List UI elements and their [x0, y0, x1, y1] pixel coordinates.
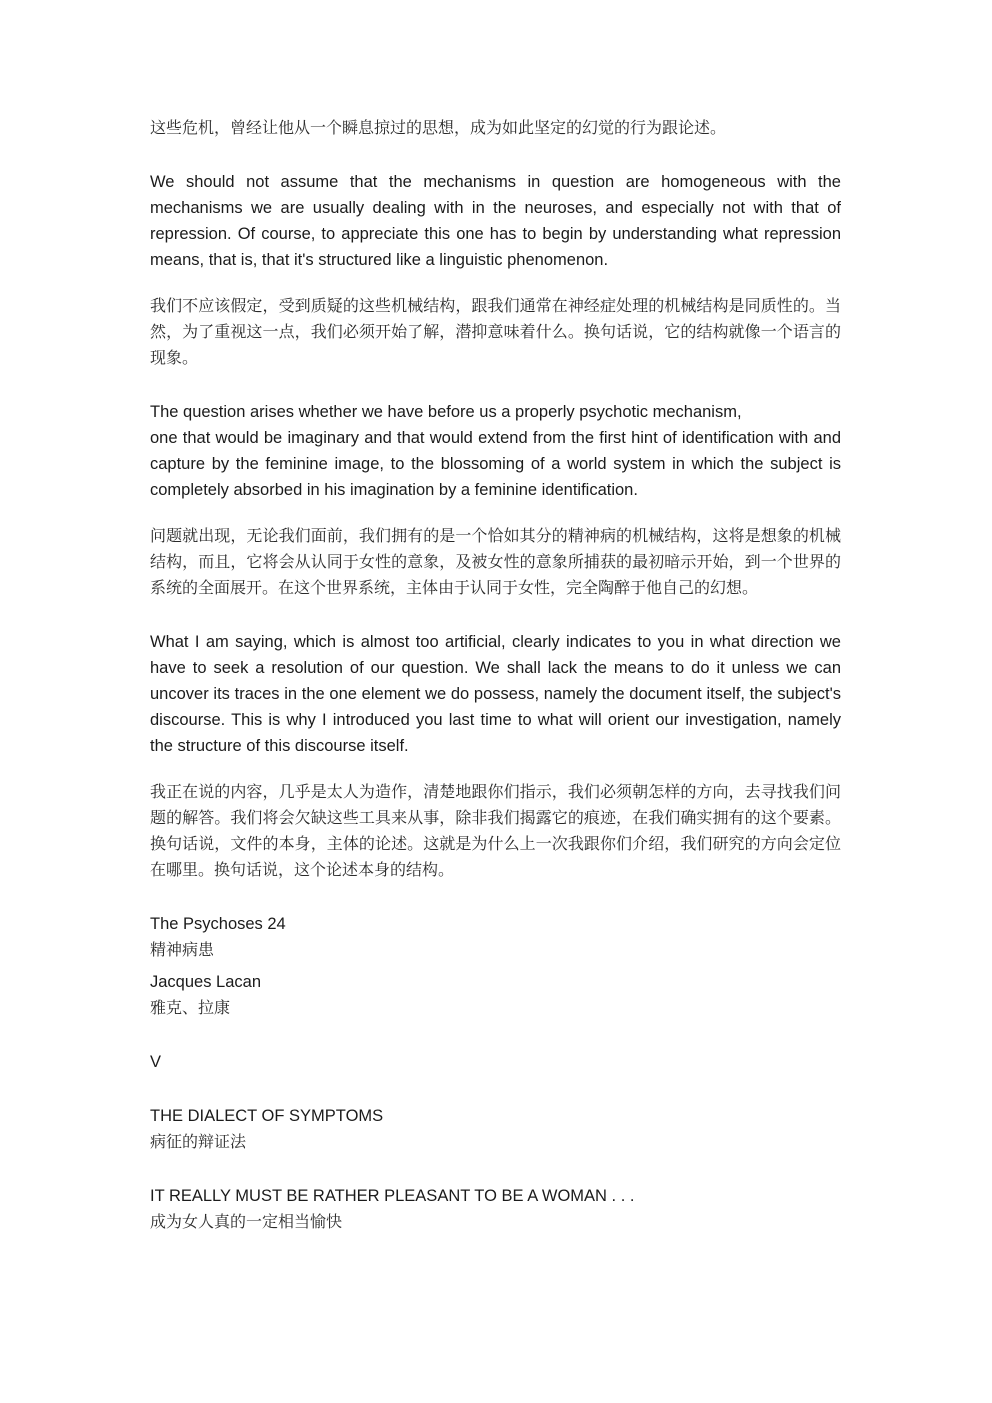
- paragraph-en-question: [150, 399, 841, 503]
- author-en: Jacques Lacan: [150, 973, 261, 991]
- paragraph-en-question-line1: The question arises whether we have before us a properly psychotic mechanism,: [150, 403, 742, 421]
- paragraph-zh-1: 这些危机，曾经让他从一个瞬息掠过的思想，成为如此坚定的幻觉的行为跟论述。: [150, 118, 727, 137]
- paragraph-en-mechanisms: We should not assume that the mechanisms in question are homogeneous with the mechanisms we are usually dealing with in the neuroses, and especially not with that of repression. Of course, to appreciate this one has to begin by understanding what repression means, that is, that it's structured like a linguistic phenomenon.: [150, 173, 841, 269]
- section-title-zh: 成为女人真的一定相当愉快: [150, 1212, 343, 1231]
- paragraph-zh-direction: 我正在说的内容，几乎是太人为造作，清楚地跟你们指示，我们必须朝怎样的方向，去寻找我们问题的解答。我们将会欠缺这些工具来从事，除非我们揭露它的痕迹，在我们确实拥有的这个要素。换句话说，文件的本身，主体的论述。这就是为什么上一次我跟你们介绍，我们研究的方向会定位在哪里。换句话说，这个论述本身的结构。: [150, 782, 841, 879]
- author-zh: 雅克、拉康: [150, 998, 231, 1017]
- book-title-zh: 精神病患: [150, 940, 215, 959]
- chapter-number: V: [150, 1053, 162, 1071]
- chapter-title-en: THE DIALECT OF SYMPTOMS: [150, 1107, 384, 1125]
- chapter-title-zh: 病征的辩证法: [150, 1132, 247, 1151]
- document-page: [150, 115, 841, 1235]
- paragraph-en-direction: What I am saying, which is almost too artificial, clearly indicates to you in what direction we have to seek a resolution of our question. We shall lack the means to do it unless we can uncover its traces in the one element we do possess, namely the document itself, the subject's discourse. This is why I introduced you last time to what will orient our investigation, namely the structure of this discourse itself.: [150, 633, 841, 755]
- paragraph-zh-question: 问题就出现，无论我们面前，我们拥有的是一个恰如其分的精神病的机械结构，这将是想象的机械结构，而且，它将会从认同于女性的意象，及被女性的意象所捕获的最初暗示开始，到一个世界的系统的全面展开。在这个世界系统，主体由于认同于女性，完全陶醉于他自己的幻想。: [150, 526, 841, 597]
- book-title-en: The Psychoses 24: [150, 915, 286, 933]
- paragraph-en-question-rest: one that would be imaginary and that would extend from the first hint of identification with and capture by the feminine image, to the blossoming of a world system in which the subject is completely absorbed in his imagination by a feminine identification.: [150, 429, 841, 499]
- paragraph-zh-mechanisms: 我们不应该假定，受到质疑的这些机械结构，跟我们通常在神经症处理的机械结构是同质性的。当然，为了重视这一点，我们必须开始了解，潜抑意味着什么。换句话说，它的结构就像一个语言的现象。: [150, 296, 841, 367]
- section-title-en: IT REALLY MUST BE RATHER PLEASANT TO BE A WOMAN . . .: [150, 1187, 635, 1205]
